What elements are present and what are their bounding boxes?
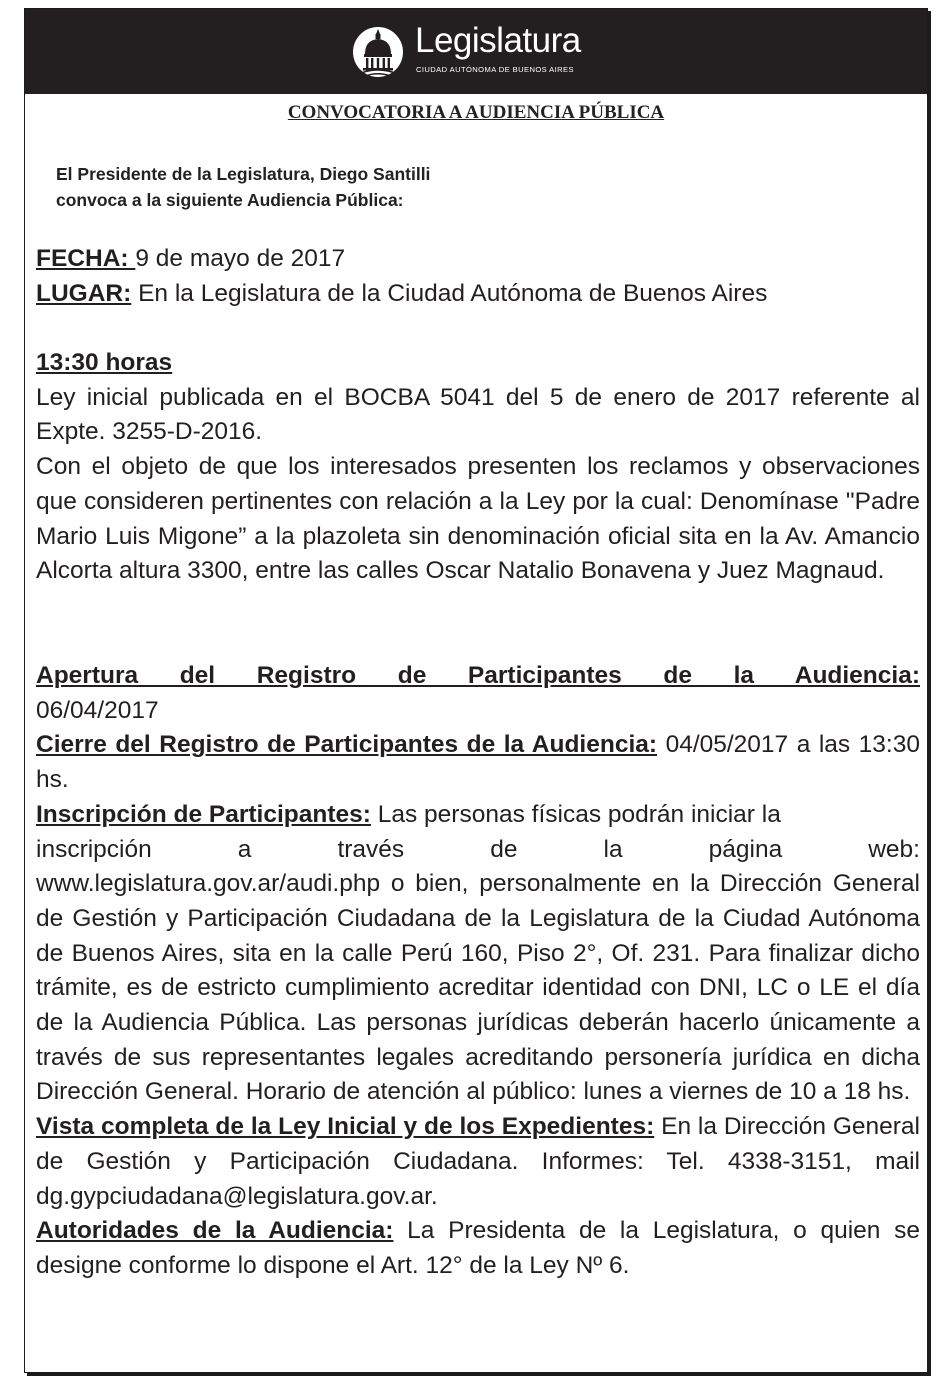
autoridades-label: Autoridades de la Audiencia: xyxy=(36,1217,394,1245)
registro-section xyxy=(36,659,920,1284)
lugar-label: LUGAR: xyxy=(36,279,132,307)
lugar-value: En la Legislatura de la Ciudad Autónoma de Buenos Aires xyxy=(131,279,768,307)
apertura-value: 06/04/2017 xyxy=(36,696,159,724)
lugar-line xyxy=(36,277,920,312)
cierre-value: 04/05/2017 a las 13:30 hs. xyxy=(36,731,920,794)
fecha-line xyxy=(36,242,920,277)
inscripcion-line-1-text: Las personas físicas podrán iniciar la xyxy=(370,800,781,828)
autoridades-value: La Presidenta de la Legislatura, o quien se designe conforme lo dispone el Art. 12° de la Ley Nº 6. xyxy=(36,1217,920,1279)
notice-frame xyxy=(24,8,928,1373)
notice-title: CONVOCATORIA A AUDIENCIA PÚBLICA xyxy=(287,102,665,123)
inscripcion-text: www.legislatura.gov.ar/audi.php o bien, personalmente en la Dirección General de Gestión y Participación Ciudadana de la Legislatura de la Ciudad Autónoma de Buenos Aires, sita en la calle Perú 160, Piso 2°, Of. 231. Para finalizar dicho trámite, es de estricto cumplimiento acreditar identidad con DNI, LC o LE el día de la Audiencia Pública. Las personas jurídicas deberán hacerlo únicamente a través de sus representantes legales acreditando personería jurídica en dicha Dirección General. Horario de atención al público: lunes a viernes de 10 a 18 hs. xyxy=(36,870,920,1106)
intro-text xyxy=(56,161,430,213)
vista-line xyxy=(36,1110,920,1214)
intro-line-2: convoca a la siguiente Audiencia Pública: xyxy=(56,190,404,210)
vista-value: En la Dirección General de Gestión y Participación Ciudadana. Informes: Tel. 4338-3151, mail dg.gypciudadana@legislatura.gov.ar. xyxy=(36,1113,920,1210)
inscripcion-line-2: inscripción a través de la página web: xyxy=(36,835,920,863)
cierre-label: Cierre del Registro de Participantes de la Audiencia: xyxy=(36,731,658,759)
apertura-label: Apertura del Registro de Participantes de la Audiencia: xyxy=(36,662,920,689)
apertura-line xyxy=(36,659,920,694)
objeto-text: Con el objeto de que los interesados presenten los reclamos y observaciones que consideren pertinentes con relación a la Ley por la cual: Denomínase "Padre Mario Luis Migone” a la plazoleta sin denominación oficial sita en la Av. Amancio Alcorta altura 3300, entre las calles Oscar Natalio Bonavena y Juez Magnaud. xyxy=(36,453,920,585)
autoridades-line xyxy=(36,1214,920,1283)
vista-label: Vista completa de la Ley Inicial y de los Expedientes: xyxy=(36,1113,655,1141)
ley-inicial-text: Ley inicial publicada en el BOCBA 5041 del 5 de enero de 2017 referente al Expte. 3255-D-2016. xyxy=(36,383,920,446)
brand-name: Legislatura xyxy=(415,21,581,60)
intro-line-1: El Presidente de la Legislatura, Diego Santilli xyxy=(56,164,431,184)
event-details xyxy=(36,242,920,311)
legislature-dome-icon xyxy=(351,21,405,83)
inscripcion-label: Inscripción de Participantes: xyxy=(36,800,371,828)
session-section xyxy=(36,346,920,589)
fecha-value: 9 de mayo de 2017 xyxy=(135,245,346,272)
brand-subtitle: CIUDAD AUTÓNOMA DE BUENOS AIRES xyxy=(416,65,574,74)
cierre-line xyxy=(36,728,920,797)
inscripcion-line-1 xyxy=(36,798,920,833)
session-time: 13:30 horas xyxy=(36,349,173,376)
fecha-label: FECHA: xyxy=(36,245,136,272)
header-banner xyxy=(25,9,927,94)
